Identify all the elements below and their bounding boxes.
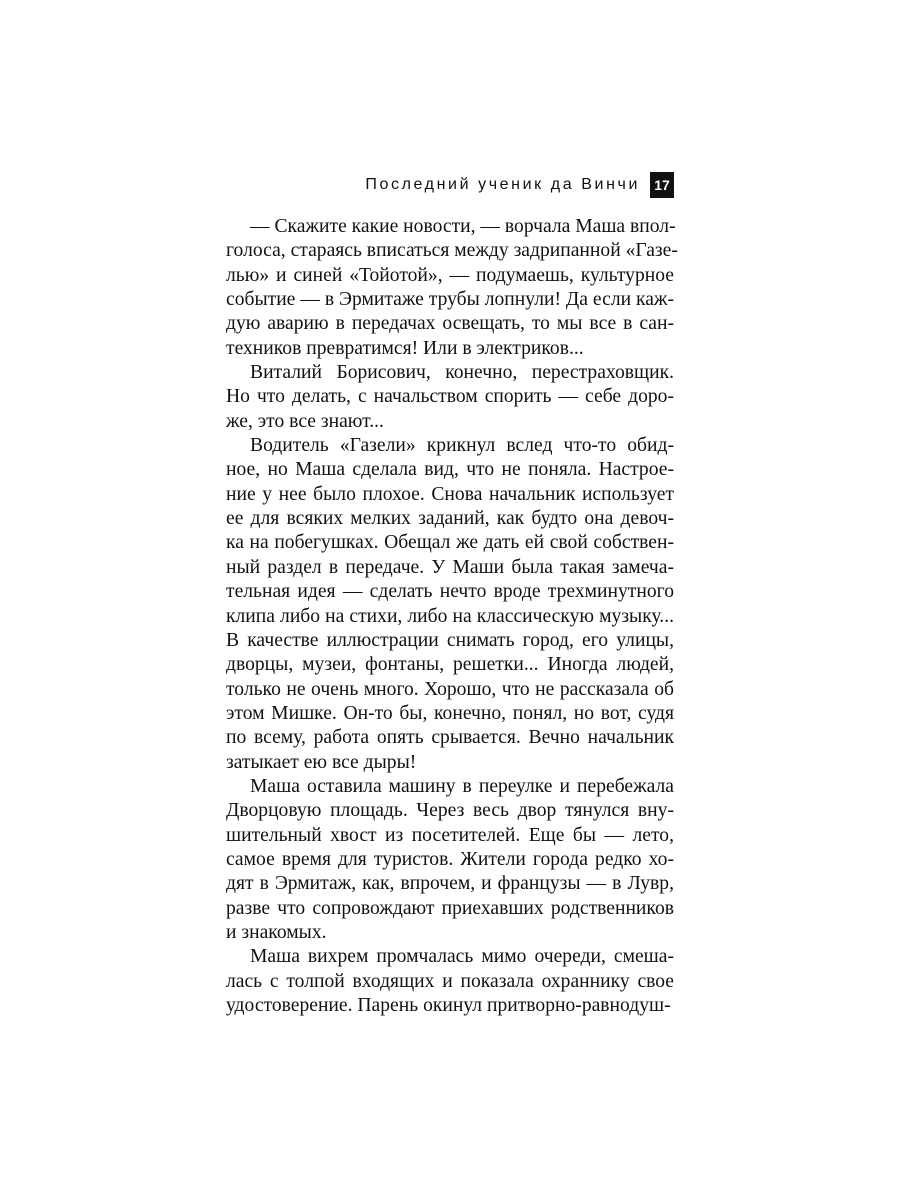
text-line: клипа либо на стихи, либо на классическую музыку...: [226, 605, 674, 627]
text-line: этом Мишке. Он-то бы, конечно, понял, но вот, судя: [226, 702, 674, 724]
text-line: шительный хвост из посетителей. Еще бы — лето,: [226, 824, 674, 846]
text-line: дворцы, музеи, фонтаны, решетки... Иногда людей,: [226, 654, 674, 676]
text-line: тельная идея — сделать нечто вроде трехминутного: [226, 581, 674, 603]
text-line: ние у нее было плохое. Снова начальник использует: [226, 483, 674, 505]
text-line: затыкает ею все дыры!: [226, 751, 417, 773]
page-number: 17: [650, 172, 674, 198]
text-line: дую аварию в передачах освещать, то мы все в сан-: [226, 313, 674, 335]
text-line: Дворцовую площадь. Через весь двор тянулся вну-: [226, 800, 674, 822]
text-line: Виталий Борисович, конечно, перестраховщик.: [250, 362, 674, 384]
text-line: техников превратимся! Или в электриков...: [226, 337, 584, 359]
text-line: голоса, стараясь вписаться между задрипанной «Газе-: [226, 240, 678, 262]
text-line: по всему, работа опять срывается. Вечно начальник: [226, 727, 674, 749]
text-line: ный раздел в передаче. У Маши была такая замеча-: [226, 556, 674, 578]
text-line: же, это все знают...: [226, 410, 384, 432]
paragraph: [226, 945, 674, 1018]
paragraph: [226, 215, 678, 361]
text-line: и знакомых.: [226, 921, 327, 943]
body-text: [226, 215, 678, 1018]
text-line: лась с толпой входящих и показала охраннику свое: [226, 970, 674, 992]
paragraph: [226, 434, 674, 775]
text-line: Маша оставила машину в переулке и перебежала: [250, 775, 674, 797]
text-line: В качестве иллюстрации снимать город, его улицы,: [226, 629, 674, 651]
text-line: удостоверение. Парень окинул притворно-равнодуш-: [226, 995, 671, 1016]
text-line: только не очень много. Хорошо, что не рассказала об: [226, 678, 674, 700]
text-line: Но что делать, с начальством спорить — себе доро-: [226, 386, 674, 408]
text-line: ка на побегушках. Обещал же дать ей свой собствен-: [226, 532, 674, 554]
running-head: [226, 171, 674, 199]
text-line: разве что сопровождают приехавших родственников: [226, 897, 674, 919]
running-title: Последний ученик да Винчи: [365, 176, 640, 193]
text-line: дят в Эрмитаж, как, впрочем, и французы — в Лувр,: [226, 873, 674, 895]
text-line: самое время для туристов. Жители города редко хо-: [226, 848, 674, 870]
text-line: лью» и синей «Тойотой», — подумаешь, культурное: [226, 264, 674, 286]
text-line: — Скажите какие новости, — ворчала Маша впол-: [250, 216, 676, 237]
text-line: ное, но Маша сделала вид, что не поняла. Настрое-: [226, 459, 674, 481]
text-line: ее для всяких мелких заданий, как будто она девоч-: [226, 508, 674, 530]
text-line: Маша вихрем промчалась мимо очереди, смеша-: [250, 946, 674, 968]
paragraph: [226, 775, 674, 945]
paragraph: [226, 361, 674, 434]
text-line: Водитель «Газели» крикнул вслед что-то обид-: [250, 435, 674, 457]
text-line: событие — в Эрмитаже трубы лопнули! Да если каж-: [226, 289, 674, 311]
